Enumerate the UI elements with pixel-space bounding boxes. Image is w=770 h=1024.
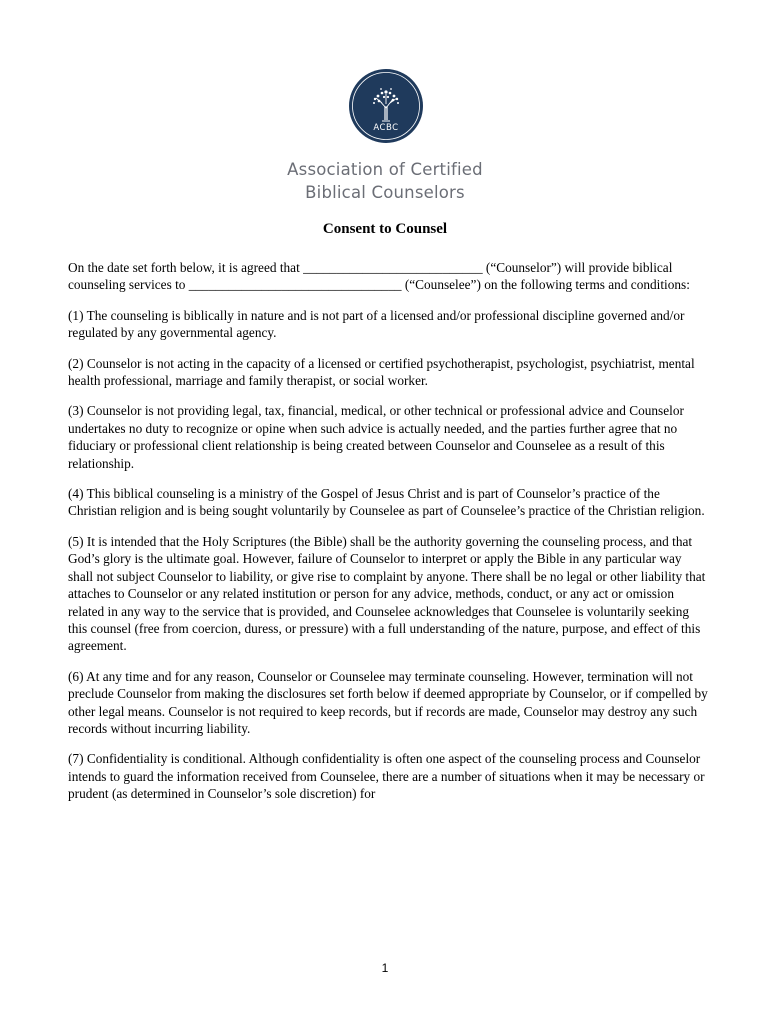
document-title: Consent to Counsel [322,221,448,237]
logo-text: ACBC [373,123,399,133]
acbc-logo [348,68,424,144]
page-number: 1 [381,961,389,975]
term-paragraph-2: (2) Counselor is not acting in the capacity of a licensed or certified psychotherapist, psychologist, psychiatrist, mental health professional, marriage and family therapist, or social worker. [68,355,695,389]
organization-name-line2: Biblical Counselors [305,183,465,202]
term-paragraph-6: (6) At any time and for any reason, Counselor or Counselee may terminate counseling. However, termination will not preclude Counselor from making the disclosures set forth below if deemed appropriate by Counselor, or if compelled by other legal means. Counselor is not required to keep records, but if records are made, Counselor may destroy any such records without incurring liability. [68,668,708,736]
term-paragraph-1: (1) The counseling is biblically in nature and is not part of a licensed and/or professional discipline governed and/or regulated by any governmental agency. [68,307,685,341]
term-paragraph-7: (7) Confidentiality is conditional. Although confidentiality is often one aspect of the counseling process and Counselor intends to guard the information received from Counselee, there are a number of situations when it may be necessary or prudent (as determined in Counselor’s sole discretion) for [68,751,705,802]
intro-paragraph: On the date set forth below, it is agreed that ___________________________ (“Counselor”) will provide biblical counseling services to ________________________________ (“Counselee”) on the following terms and conditions: [68,260,690,293]
term-paragraph-4: (4) This biblical counseling is a ministry of the Gospel of Jesus Christ and is part of Counselor’s practice of the Christian religion and is being sought voluntarily by Counselee as part of Counselee’s practice of the Christian religion. [68,486,705,519]
term-paragraph-5: (5) It is intended that the Holy Scriptures (the Bible) shall be the authority governing the counseling process, and that God’s glory is the ultimate goal. However, failure of Counselor to interpret or apply the Bible in any particular way shall not subject Counselor to liability, or give rise to complaint by anyone. There shall be no legal or other liability that attaches to Counselor or any related institution or person for any advice, methods, conduct, or any act or omission related in any way to the service that is provided, and Counselee acknowledges that Counselee is voluntarily seeking this counsel (free from coercion, duress, or pressure) with a full understanding of the nature, purpose, and effect of this agreement. [68,533,706,654]
document-body [68,259,708,816]
organization-name-line1: Association of Certified [287,160,483,179]
term-paragraph-3: (3) Counselor is not providing legal, tax, financial, medical, or other technical or professional advice and Counselor undertakes no duty to recognize or opine when such advice is actually needed, and the parties further agree that no fiduciary or professional client relationship is being created between Counselor and Counselee as a result of this relationship. [68,403,684,471]
